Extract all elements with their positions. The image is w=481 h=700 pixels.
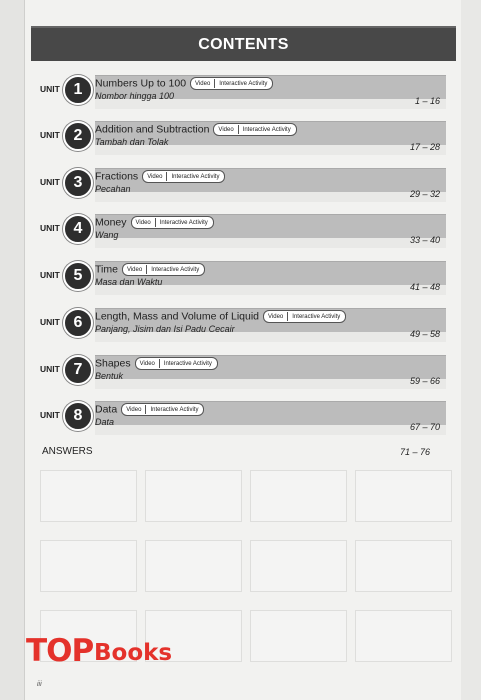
- unit-pages: 49 – 58: [409, 329, 440, 339]
- unit-number-badge: 4: [63, 214, 93, 244]
- unit-title[interactable]: Numbers Up to 100: [95, 77, 187, 90]
- unit-title[interactable]: Addition and Subtraction: [95, 123, 210, 136]
- unit-pages: 59 – 66: [409, 376, 440, 386]
- unit-malay-title: Bentuk: [95, 371, 124, 381]
- unit-label: UNIT: [40, 130, 60, 140]
- unit-row-8[interactable]: [38, 401, 448, 437]
- page-number: iii: [37, 681, 42, 688]
- unit-label: UNIT: [40, 84, 60, 94]
- unit-title-line: [95, 77, 273, 90]
- interactive-activity-link[interactable]: Interactive Activity: [150, 406, 199, 413]
- topbooks-logo: [26, 633, 196, 679]
- video-link[interactable]: Video: [147, 173, 163, 180]
- video-link[interactable]: Video: [268, 313, 284, 320]
- unit-row-5[interactable]: [38, 261, 448, 297]
- unit-title-line: [95, 403, 204, 416]
- unit-label: UNIT: [40, 177, 60, 187]
- unit-title[interactable]: Data: [95, 403, 118, 416]
- unit-row-2[interactable]: [38, 121, 448, 157]
- unit-number-badge: 2: [63, 121, 93, 151]
- media-pill: [263, 310, 346, 323]
- pill-divider: [287, 312, 288, 321]
- unit-title[interactable]: Time: [95, 263, 118, 276]
- media-pill: [190, 77, 273, 90]
- unit-row-1[interactable]: [38, 75, 448, 111]
- unit-malay-title: Panjang, Jisim dan Isi Padu Cecair: [95, 324, 235, 334]
- unit-row-6[interactable]: [38, 308, 448, 344]
- unit-subtitle-bar: [95, 425, 446, 435]
- unit-number-badge: 3: [63, 168, 93, 198]
- unit-subtitle-bar: [95, 238, 446, 248]
- unit-pages: 67 – 70: [409, 422, 440, 432]
- unit-number-badge: 7: [63, 355, 93, 385]
- unit-number-badge: 5: [63, 261, 93, 291]
- unit-subtitle-bar: [95, 379, 446, 389]
- unit-title-line: [95, 310, 346, 323]
- contents-title: CONTENTS: [31, 26, 456, 61]
- unit-label: UNIT: [40, 410, 60, 420]
- unit-pages: 29 – 32: [409, 189, 440, 199]
- answers-label[interactable]: ANSWERS: [42, 446, 93, 457]
- answers-pages: 71 – 76: [400, 447, 431, 457]
- logo-top-text: TOP: [26, 633, 94, 669]
- unit-malay-title: Pecahan: [95, 184, 131, 194]
- unit-row-3[interactable]: [38, 168, 448, 204]
- interactive-activity-link[interactable]: Interactive Activity: [151, 266, 200, 273]
- binding-strip: [0, 0, 25, 700]
- video-link[interactable]: Video: [218, 126, 234, 133]
- unit-row-7[interactable]: [38, 355, 448, 391]
- unit-malay-title: Tambah dan Tolak: [95, 137, 169, 147]
- media-pill: [142, 170, 225, 183]
- interactive-activity-link[interactable]: Interactive Activity: [292, 313, 341, 320]
- media-pill: [135, 357, 218, 370]
- unit-number-badge: 6: [63, 308, 93, 338]
- pill-divider: [145, 405, 146, 414]
- unit-pages: 33 – 40: [409, 235, 440, 245]
- video-link[interactable]: Video: [195, 80, 211, 87]
- unit-title-line: [95, 357, 218, 370]
- media-pill: [121, 403, 204, 416]
- video-link[interactable]: Video: [135, 219, 151, 226]
- unit-pages: 17 – 28: [409, 142, 440, 152]
- unit-title[interactable]: Fractions: [95, 170, 139, 183]
- unit-malay-title: Masa dan Waktu: [95, 277, 163, 287]
- interactive-activity-link[interactable]: Interactive Activity: [159, 219, 208, 226]
- unit-title-line: [95, 123, 297, 136]
- pill-divider: [238, 125, 239, 134]
- media-pill: [213, 123, 296, 136]
- page-edge: [461, 0, 481, 700]
- unit-number-badge: 8: [63, 401, 93, 431]
- unit-label: UNIT: [40, 270, 60, 280]
- logo-books-text: Books: [94, 640, 173, 666]
- unit-number-badge: 1: [63, 75, 93, 105]
- interactive-activity-link[interactable]: Interactive Activity: [219, 80, 268, 87]
- unit-title[interactable]: Length, Mass and Volume of Liquid: [95, 310, 260, 323]
- pill-divider: [159, 359, 160, 368]
- pill-divider: [166, 172, 167, 181]
- media-pill: [131, 216, 214, 229]
- interactive-activity-link[interactable]: Interactive Activity: [242, 126, 291, 133]
- unit-title[interactable]: Shapes: [95, 357, 131, 370]
- interactive-activity-link[interactable]: Interactive Activity: [171, 173, 220, 180]
- interactive-activity-link[interactable]: Interactive Activity: [163, 360, 212, 367]
- unit-label: UNIT: [40, 364, 60, 374]
- pill-divider: [155, 218, 156, 227]
- pill-divider: [146, 265, 147, 274]
- media-pill: [122, 263, 205, 276]
- video-link[interactable]: Video: [126, 406, 142, 413]
- unit-malay-title: Wang: [95, 230, 119, 240]
- pill-divider: [214, 79, 215, 88]
- video-link[interactable]: Video: [139, 360, 155, 367]
- unit-malay-title: Nombor hingga 100: [95, 91, 175, 101]
- unit-pages: 41 – 48: [409, 282, 440, 292]
- unit-malay-title: Data: [95, 417, 115, 427]
- unit-row-4[interactable]: [38, 214, 448, 250]
- unit-title[interactable]: Money: [95, 216, 127, 229]
- unit-title-line: [95, 170, 225, 183]
- unit-title-line: [95, 216, 214, 229]
- unit-pages: 1 – 16: [414, 96, 440, 106]
- unit-label: UNIT: [40, 223, 60, 233]
- unit-subtitle-bar: [95, 192, 446, 202]
- video-link[interactable]: Video: [126, 266, 143, 273]
- unit-label: UNIT: [40, 317, 60, 327]
- unit-title-line: [95, 263, 205, 276]
